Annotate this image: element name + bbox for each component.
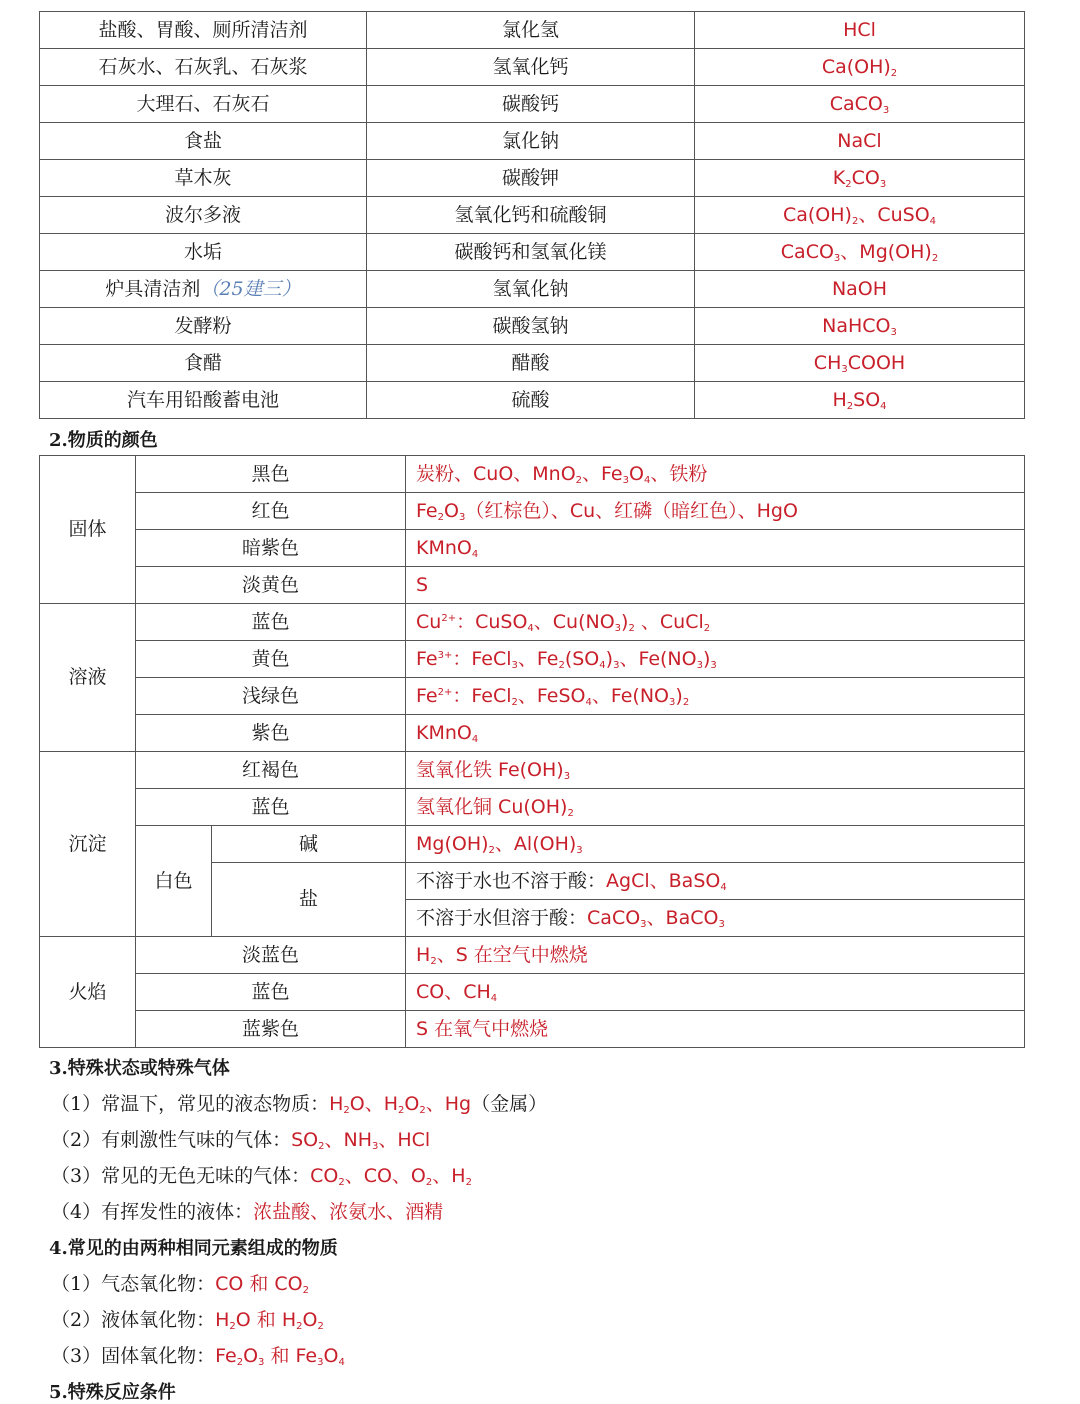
text-span: （红棕色）、Cu、红磷（暗红色）、HgO: [465, 499, 798, 522]
chemical-name-cell: 氢氧化钠: [367, 271, 695, 308]
text-span: ：FeCl: [452, 647, 512, 670]
item-value: $H_2O$、$H_2O_2$、Hg: [329, 1093, 472, 1116]
table-row: [40, 1011, 1025, 1048]
text-span: 和: [256, 1309, 276, 1331]
formula-cell: HCl: [695, 12, 1025, 49]
text-span: 、FeSO: [517, 684, 586, 707]
item-value: $CO_2$、CO、$O_2$、$H_2$: [310, 1165, 472, 1188]
color-label: 红褐色: [136, 752, 406, 789]
chemical-name-cell: 碳酸钙和氢氧化镁: [367, 234, 695, 271]
text-span: CaCO$_3$、BaCO$_3$: [587, 906, 725, 930]
formula-cell: NaHCO$_3$: [695, 308, 1025, 345]
text-span: 、CuCl: [640, 610, 704, 633]
common-name-cell: 水垢: [40, 234, 367, 271]
table-row: [40, 86, 1025, 123]
substances-cell: $H_2$、S 在空气中燃烧: [406, 937, 1025, 974]
formula-cell: NaCl: [695, 123, 1025, 160]
chemical-name-cell: 醋酸: [367, 345, 695, 382]
common-name-cell: 食醋: [40, 345, 367, 382]
formula-cell: NaOH: [695, 271, 1025, 308]
color-label: 红色: [136, 493, 406, 530]
section-2-heading: 2.物质的颜色: [49, 430, 158, 451]
common-name-cell: 食盐: [40, 123, 367, 160]
common-names-table: [39, 11, 1025, 419]
table-row: [40, 197, 1025, 234]
common-name-cell: 草木灰: [40, 160, 367, 197]
item-label: （2）液体氧化物：: [51, 1309, 216, 1331]
substances-cell: $Fe^{3+}$：FeCl$_3$、$Fe_2(SO_4)_3$、$Fe(NO_3)_3$: [406, 641, 1025, 678]
white-label: 白色: [136, 826, 212, 937]
text-span: 、Fe: [517, 647, 559, 670]
substances-cell: CO、$CH_4$: [406, 974, 1025, 1011]
list-item: [51, 1125, 430, 1152]
color-label: 淡黄色: [136, 567, 406, 604]
text-span: 氢氧化铜 Cu(OH): [416, 795, 568, 818]
table-row: [40, 271, 1025, 308]
group-solution: 溶液: [40, 604, 136, 752]
text-span: Fe: [416, 647, 438, 670]
substance-colors-table: [39, 455, 1025, 1048]
item-label: （4）有挥发性的液体：: [51, 1201, 254, 1223]
text-span: 不溶于水但溶于酸：: [416, 906, 588, 929]
substances-cell: 氢氧化铜 $Cu(OH)_2$: [406, 789, 1025, 826]
substances-cell: $Fe^{2+}$：FeCl$_2$、FeSO$_4$、$Fe(NO_3)_2$: [406, 678, 1025, 715]
chemical-name-cell: 碳酸钾: [367, 160, 695, 197]
item-value: CO 和 $CO_2$: [215, 1273, 310, 1296]
item-label: （3）常见的无色无味的气体：: [51, 1165, 311, 1187]
text-span: 炭粉、CuO、MnO: [416, 462, 576, 485]
base-label: 碱: [212, 826, 406, 863]
table-row: [40, 678, 1025, 715]
chemical-name-cell: 硫酸: [367, 382, 695, 419]
formula-cell: $Ca(OH)_2$: [695, 49, 1025, 86]
item-label: （1）常温下，常见的液态物质：: [51, 1093, 330, 1115]
table-row: [40, 641, 1025, 678]
list-item: [51, 1341, 345, 1368]
substances-cell: 氢氧化铁 $Fe(OH)_3$: [406, 752, 1025, 789]
text-span: 、Fe(NO: [619, 647, 697, 670]
table-row: [40, 49, 1025, 86]
table-row: [40, 160, 1025, 197]
color-label: 蓝色: [136, 604, 406, 641]
item-value: 浓盐酸、浓氨水、酒精: [253, 1201, 444, 1223]
color-label: 蓝色: [136, 789, 406, 826]
table-row: [40, 789, 1025, 826]
color-label: 淡蓝色: [136, 937, 406, 974]
table-row: [40, 308, 1025, 345]
color-label: 暗紫色: [136, 530, 406, 567]
substances-cell: S: [406, 567, 1025, 604]
text-span: KMnO: [416, 721, 472, 744]
color-label: 黑色: [136, 456, 406, 493]
text-span: 、S 在空气中燃烧: [436, 943, 588, 966]
text-span: 、Fe(NO: [591, 684, 670, 707]
section-3-heading: 3.特殊状态或特殊气体: [49, 1058, 230, 1079]
list-item: [51, 1161, 472, 1188]
table-row: [40, 234, 1025, 271]
color-label: 紫色: [136, 715, 406, 752]
group-flame: 火焰: [40, 937, 136, 1048]
text-span: 、Al(OH): [494, 832, 577, 855]
color-label: 蓝色: [136, 974, 406, 1011]
table-row: [40, 974, 1025, 1011]
text-span: ：FeCl: [452, 684, 512, 707]
common-name-cell: 发酵粉: [40, 308, 367, 345]
text-span: 和: [249, 1273, 269, 1295]
group-precipitate: 沉淀: [40, 752, 136, 937]
color-label: 蓝紫色: [136, 1011, 406, 1048]
text-span: ：CuSO: [456, 610, 528, 633]
formula-cell: $H_2SO_4$: [695, 382, 1025, 419]
table-row: [40, 937, 1025, 974]
item-label: （2）有刺激性气味的气体：: [51, 1129, 292, 1151]
table-row: [40, 345, 1025, 382]
substances-cell: S 在氧气中燃烧: [406, 1011, 1025, 1048]
formula-cell: CaCO$_3$: [695, 86, 1025, 123]
substances-cell: $Mg(OH)_2$、$Al(OH)_3$: [406, 826, 1025, 863]
formula-cell: $Ca(OH)_2$、CuSO$_4$: [695, 197, 1025, 234]
text-span: 、Fe: [582, 462, 623, 485]
chemical-name-cell: 氯化钠: [367, 123, 695, 160]
chemical-name-cell: 氢氧化钙和硫酸铜: [367, 197, 695, 234]
common-name-cell: 盐酸、胃酸、厕所清洁剂: [40, 12, 367, 49]
text-span: 、Cu(NO: [533, 610, 615, 633]
color-label: 浅绿色: [136, 678, 406, 715]
substances-cell: $Cu^{2+}$：CuSO$_4$、$Cu(NO_3)_2$ 、CuCl$_2$: [406, 604, 1025, 641]
common-name-cell: 石灰水、石灰乳、石灰浆: [40, 49, 367, 86]
table-row: [40, 123, 1025, 160]
formula-cell: $CH_3COOH$: [695, 345, 1025, 382]
item-value: $Fe_2O_3$ 和 $Fe_3O_4$: [215, 1345, 345, 1368]
common-name-cell: 波尔多液: [40, 197, 367, 234]
formula-cell: CaCO$_3$、$Mg(OH)_2$: [695, 234, 1025, 271]
table-row: [40, 826, 1025, 863]
substances-cell: $Fe_2O_3$（红棕色）、Cu、红磷（暗红色）、HgO: [406, 493, 1025, 530]
list-item: [51, 1269, 309, 1296]
text-span: 不溶于水也不溶于酸：: [416, 869, 607, 892]
text-span: Mg(OH): [416, 832, 489, 855]
substances-cell: [406, 900, 1025, 937]
common-name-cell: [40, 271, 367, 308]
text-span: 、铁粉: [650, 462, 708, 485]
salt-label: 盐: [212, 863, 406, 937]
item-note: （金属）: [471, 1093, 548, 1115]
table-row: [40, 530, 1025, 567]
text-span: AgCl、BaSO: [606, 869, 721, 892]
group-solid: 固体: [40, 456, 136, 604]
chemical-name-cell: 碳酸钙: [367, 86, 695, 123]
text-span: (SO: [564, 647, 600, 670]
formula-cell: $K_2CO_3$: [695, 160, 1025, 197]
text-span: H: [416, 943, 431, 966]
substances-cell: KMnO$_4$: [406, 530, 1025, 567]
common-name-cell: 汽车用铅酸蓄电池: [40, 382, 367, 419]
table-row: [40, 604, 1025, 641]
table-row: [40, 382, 1025, 419]
substances-cell: 炭粉、CuO、MnO$_2$、$Fe_3O_4$、铁粉: [406, 456, 1025, 493]
common-name-text: 炉具清洁剂: [105, 277, 201, 300]
text-span: CaCO: [587, 906, 641, 929]
text-span: 和: [270, 1345, 290, 1367]
list-item: [51, 1089, 547, 1116]
section-4-heading: 4.常见的由两种相同元素组成的物质: [49, 1238, 338, 1259]
substances-cell: KMnO$_4$: [406, 715, 1025, 752]
substances-cell: [406, 863, 1025, 900]
item-label: （1）气态氧化物：: [51, 1273, 216, 1295]
text-span: Cu: [416, 610, 442, 633]
text-span: Fe: [416, 684, 438, 707]
item-value: $H_2O$ 和 $H_2O_2$: [215, 1309, 324, 1332]
table-row: [40, 715, 1025, 752]
table-row: [40, 752, 1025, 789]
text-span: 、BaCO: [646, 906, 719, 929]
section-5-heading: 5.特殊反应条件: [49, 1382, 176, 1403]
item-label: （3）固体氧化物：: [51, 1345, 216, 1367]
common-name-cell: 大理石、石灰石: [40, 86, 367, 123]
text-span: AgCl、BaSO$_4$: [606, 869, 727, 893]
text-span: 氢氧化铁 Fe(OH): [416, 758, 564, 781]
text-span: KMnO: [416, 536, 472, 559]
table-row: [40, 567, 1025, 604]
item-value: $SO_2$、$NH_3$、HCl: [291, 1129, 431, 1152]
list-item: [51, 1197, 443, 1224]
table-row: [40, 456, 1025, 493]
chemical-name-cell: 氯化氢: [367, 12, 695, 49]
table-row: [40, 12, 1025, 49]
text-span: CO、CH: [416, 980, 491, 1003]
table-row: [40, 493, 1025, 530]
chemical-name-cell: 氢氧化钙: [367, 49, 695, 86]
chemical-name-cell: 碳酸氢钠: [367, 308, 695, 345]
exam-note: （25建三）: [200, 277, 301, 300]
color-label: 黄色: [136, 641, 406, 678]
list-item: [51, 1305, 324, 1332]
